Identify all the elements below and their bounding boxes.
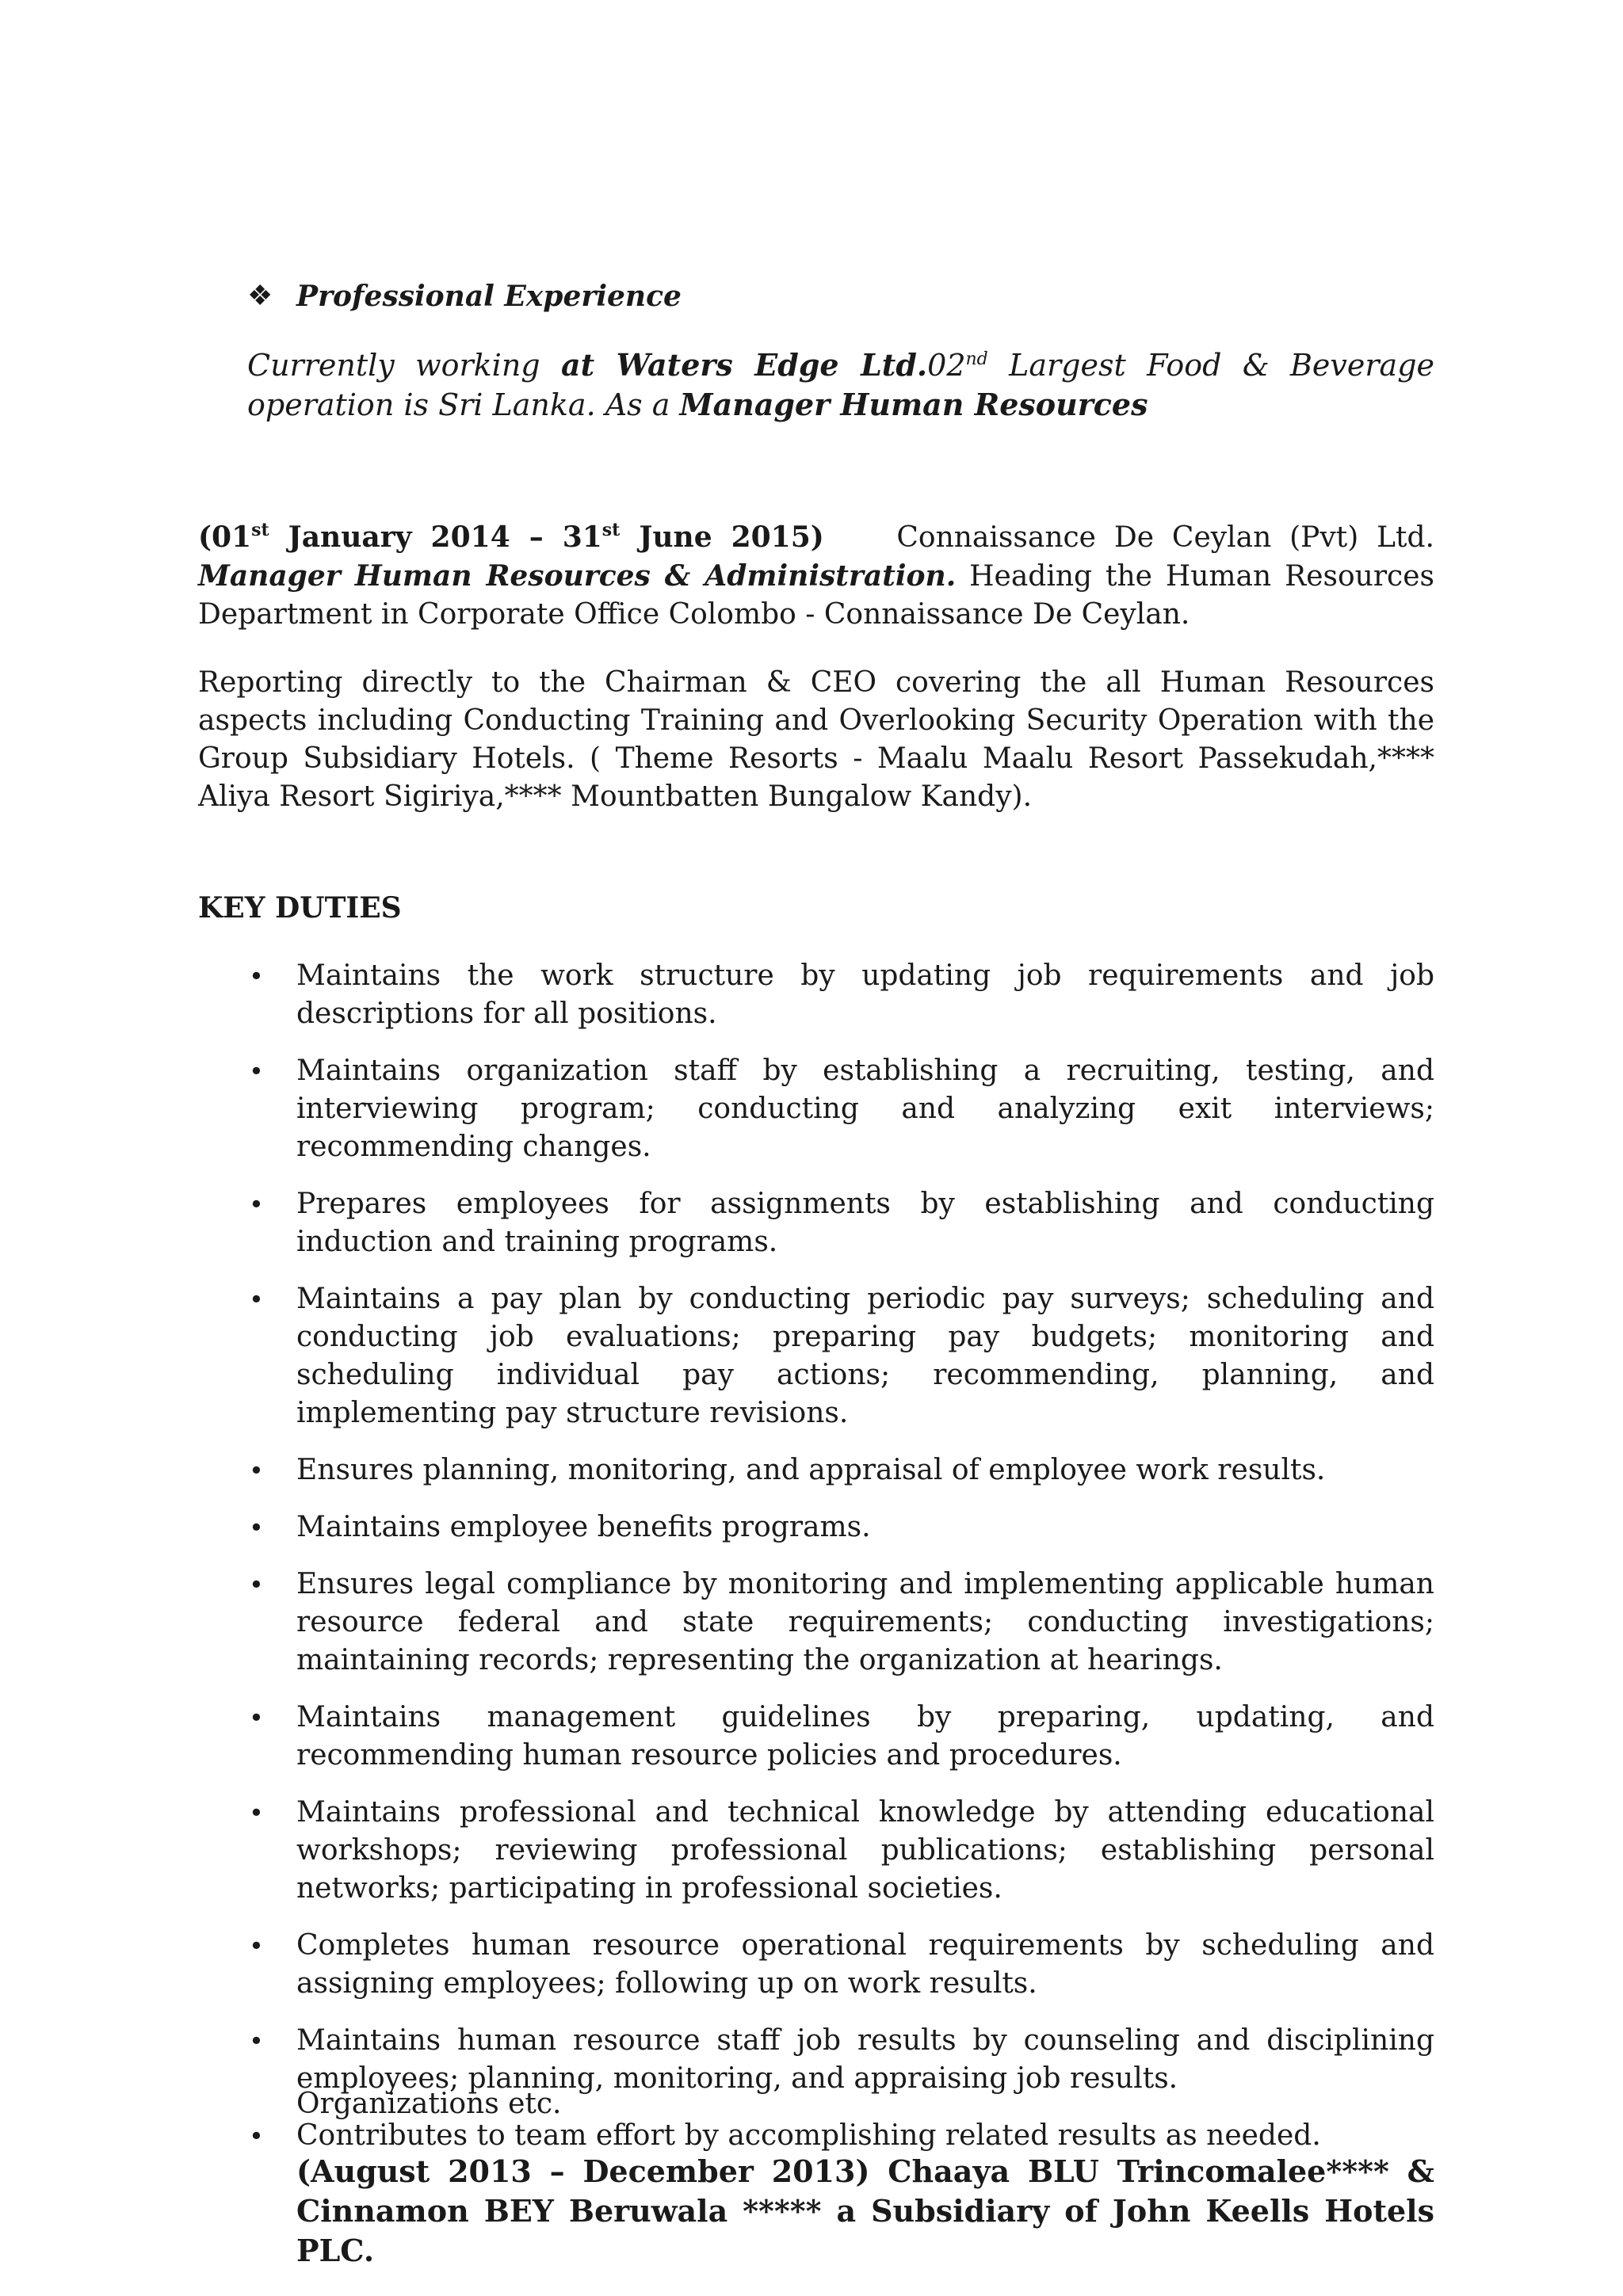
list-item: • Maintains a pay plan by conducting periodic pay surveys; scheduling and conducting job evaluations; preparing pay budgets; monitoring and scheduling individual pay actions; recommending, planning, and implementing pay structure revisions.	[198, 1280, 1434, 1432]
cdc-summary: Heading the Human Resources Department in Corporate Office Colombo - Connaissance De Ceylan.	[198, 560, 1434, 631]
bullet-icon: •	[249, 1931, 264, 1961]
list-item: • Ensures legal compliance by monitoring and implementing applicable human resource federal and state requirements; conducting investigations; maintaining records; representing the organization at hearings.	[198, 1566, 1434, 1680]
list-item: • Ensures planning, monitoring, and appraisal of employee work results.	[198, 1451, 1434, 1489]
connaissance-paragraph	[198, 518, 1434, 634]
list-item: • Maintains management guidelines by preparing, updating, and recommending human resource policies and procedures.	[198, 1699, 1434, 1775]
current-ordinal-suffix: nd	[965, 349, 988, 369]
bullet-icon: •	[249, 1056, 264, 1086]
current-ordinal: 02	[927, 348, 966, 383]
bullet-icon: •	[249, 1512, 264, 1543]
list-item: • Prepares employees for assignments by establishing and conducting induction and training programs.	[198, 1185, 1434, 1261]
list-item: • Maintains organization staff by establishing a recruiting, testing, and interviewing program; conducting and analyzing exit interviews; recommending changes.	[198, 1052, 1434, 1166]
list-item: • Maintains professional and technical knowledge by attending educational workshops; reviewing professional publications; establishing personal networks; participating in professional societies.	[198, 1794, 1434, 1908]
chaaya-heading: (August 2013 – December 2013) Chaaya BLU Trincomalee**** & Cinnamon BEY Beruwala ***** a Subsidiary of John Keells Hotels PLC.	[296, 2153, 1434, 2268]
diamond-bullet-icon: ❖	[247, 280, 273, 312]
current-description: Largest Food & Beverage operation is Sri Lanka. As a	[247, 348, 1435, 422]
bullet-icon: •	[249, 1284, 264, 1314]
bullet-icon: •	[249, 2026, 264, 2056]
reporting-paragraph: Reporting directly to the Chairman & CEO covering the all Human Resources aspects including Conducting Training and Overlooking Security Operation with the Group Subsidiary Hotels. ( Theme Resorts - Maalu Maalu Resort Passekudah,**** Aliya Resort Sigiriya,**** Mountbatten Bungalow Kandy).	[198, 666, 1434, 813]
bullet-icon: •	[249, 1569, 264, 1600]
bullet-icon: •	[249, 1189, 264, 1219]
cdc-company: Connaissance De Ceylan (Pvt) Ltd.	[896, 521, 1434, 554]
list-item: • Maintains the work structure by updating job requirements and job descriptions for all positions.	[198, 957, 1434, 1033]
cdc-period: (01st January 2014 – 31st June 2015)	[198, 520, 824, 554]
list-item: • Contributes to team effort by accomplishing related results as needed.	[198, 2117, 1434, 2155]
bullet-icon: •	[249, 1703, 264, 1733]
current-position-paragraph	[247, 345, 1434, 425]
bullet-icon: •	[249, 961, 264, 991]
cdc-role: Manager Human Resources & Administration.	[198, 559, 957, 593]
organizations-note: Organizations etc.	[296, 2088, 562, 2120]
list-item: • Completes human resource operational requirements by scheduling and assigning employees; following up on work results.	[198, 1927, 1434, 2003]
section-heading-professional-experience: Professional Experience	[296, 280, 682, 313]
current-company: at Waters Edge Ltd.	[560, 347, 928, 383]
current-title: Manager Human Resources	[679, 387, 1148, 422]
bullet-icon: •	[249, 1798, 264, 1828]
bullet-icon: •	[249, 1455, 264, 1486]
current-intro: Currently working	[247, 348, 561, 383]
list-item: • Maintains human resource staff job results by counseling and disciplining employees; planning, monitoring, and appraising job results.	[198, 2022, 1434, 2098]
key-duties-heading: KEY DUTIES	[198, 891, 402, 925]
list-item: • Maintains employee benefits programs.	[198, 1508, 1434, 1547]
bullet-icon: •	[249, 2121, 264, 2151]
key-duties-list	[198, 957, 1434, 2174]
